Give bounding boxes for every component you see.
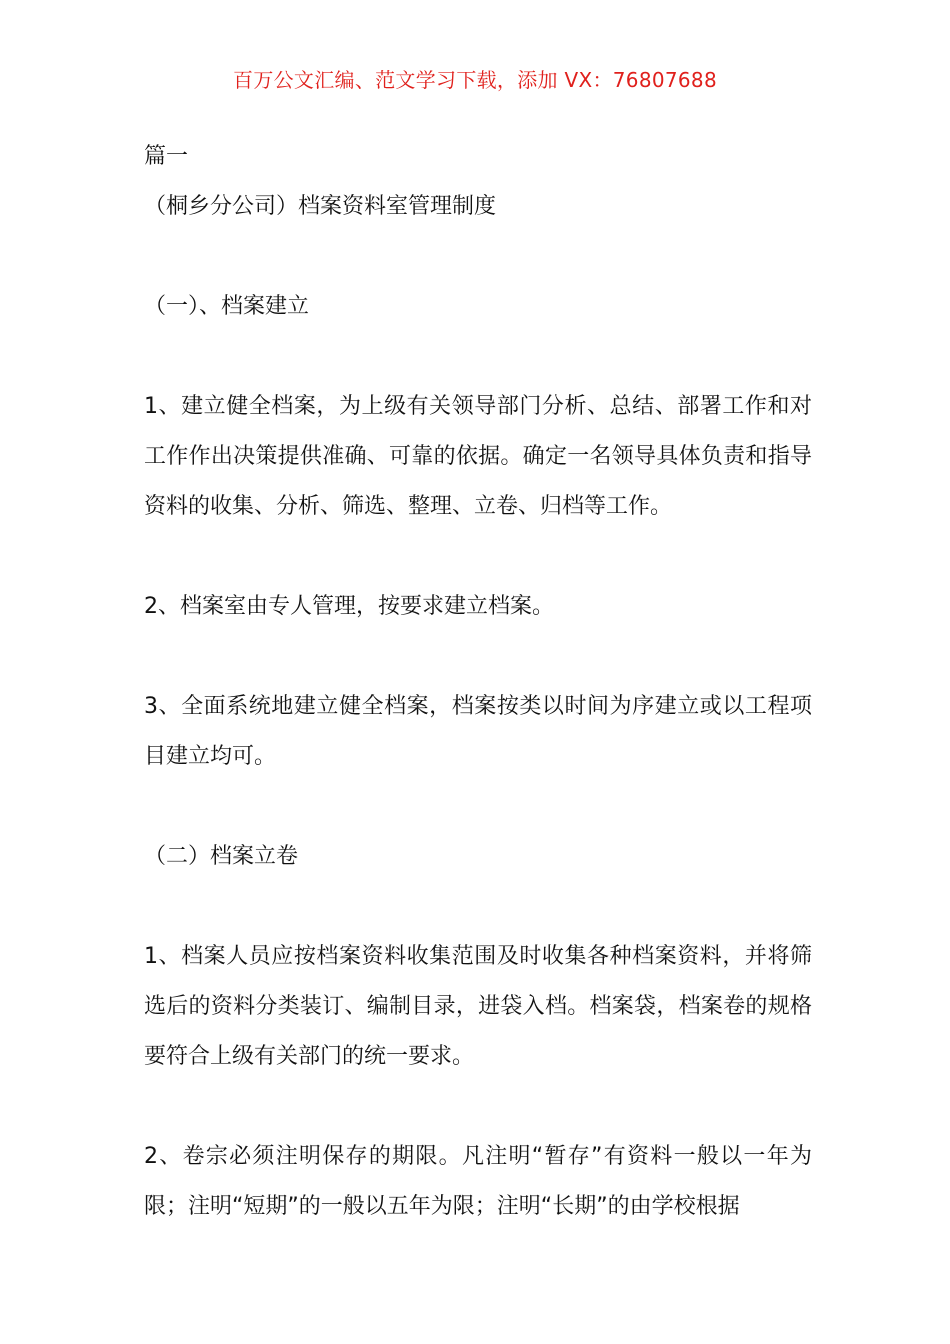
spacer <box>144 632 812 682</box>
spacer <box>144 332 812 382</box>
paragraph: 1、档案人员应按档案资料收集范围及时收集各种档案资料，并将筛选后的资料分类装订、编制目录，进袋入档。档案袋，档案卷的规格要符合上级有关部门的统一要求。 <box>144 944 812 1069</box>
spacer <box>144 882 812 932</box>
spacer <box>144 232 812 282</box>
spacer <box>144 1082 812 1132</box>
watermark-header: 百万公文汇编、范文学习下载，添加 VX：76807688 <box>233 68 717 92</box>
paragraph: 3、全面系统地建立健全档案，档案按类以时间为序建立或以工程项目建立均可。 <box>144 694 812 769</box>
paragraph: 2、档案室由专人管理，按要求建立档案。 <box>144 594 554 619</box>
document-title: （桐乡分公司）档案资料室管理制度 <box>144 194 497 219</box>
spacer <box>144 782 812 832</box>
paragraph: 1、建立健全档案，为上级有关领导部门分析、总结、部署工作和对工作作出决策提供准确、可靠的依据。确定一名领导具体负责和指导资料的收集、分析、筛选、整理、立卷、归档等工作。 <box>144 394 812 519</box>
section-heading: （二）档案立卷 <box>144 844 299 869</box>
spacer <box>144 532 812 582</box>
part-label: 篇一 <box>144 144 189 169</box>
document-body <box>144 132 812 1232</box>
paragraph: 2、卷宗必须注明保存的期限。凡注明“暂存”有资料一般以一年为限；注明“短期”的一般以五年为限；注明“长期”的由学校根据 <box>144 1144 812 1219</box>
section-heading: （一）、档案建立 <box>144 294 310 319</box>
